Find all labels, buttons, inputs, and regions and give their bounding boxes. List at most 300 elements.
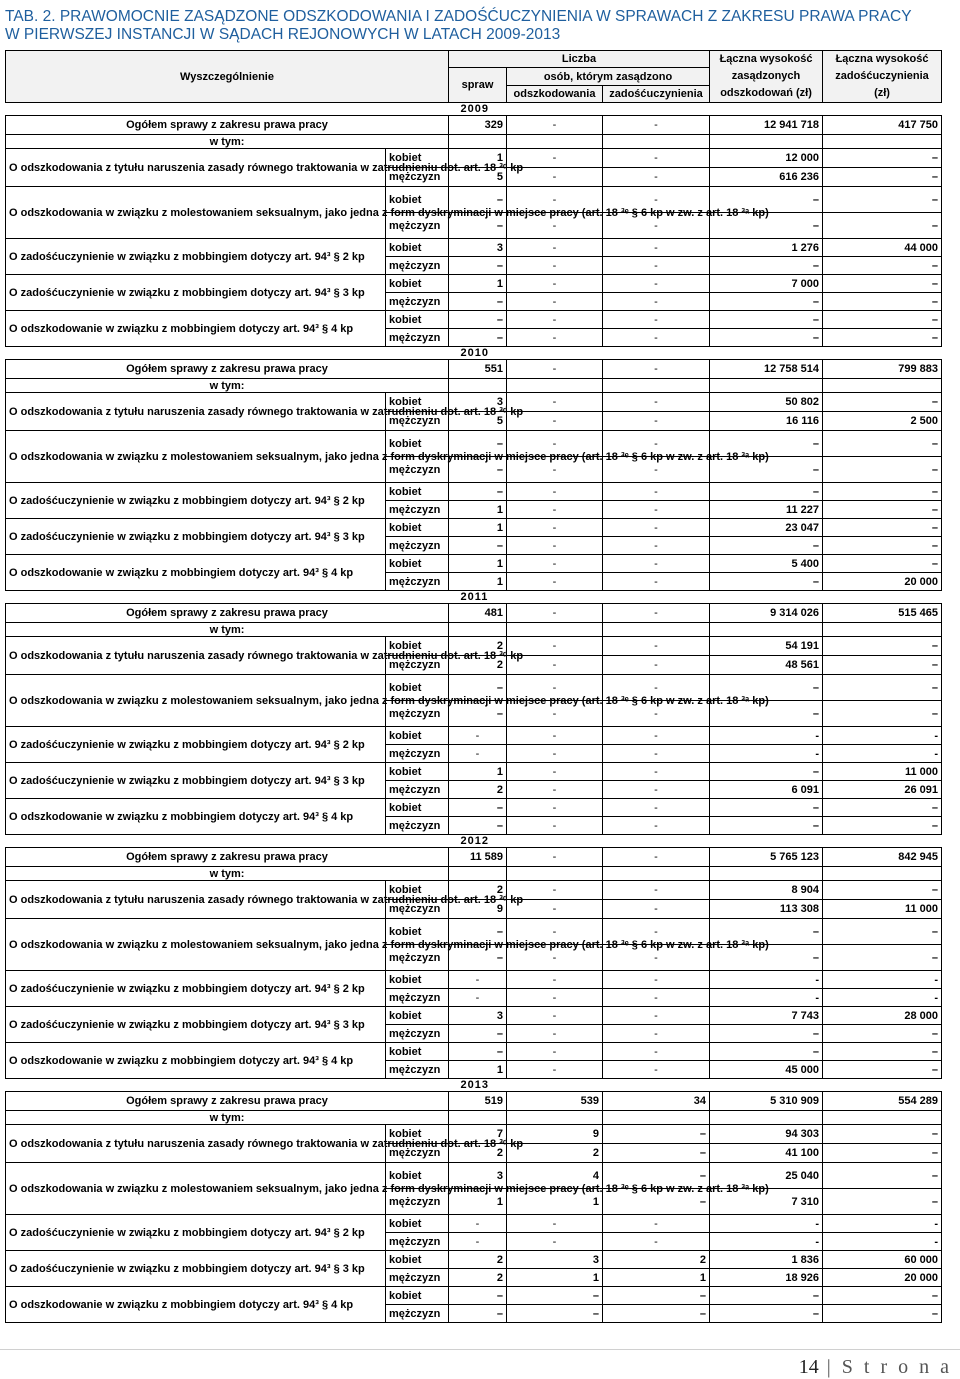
cell-osob-odszkodowania: - bbox=[507, 1043, 603, 1061]
wtym-empty bbox=[507, 623, 603, 637]
cell-laczna-odszkodowan: 1 836 bbox=[710, 1251, 823, 1269]
wtym-empty bbox=[507, 867, 603, 881]
table-row bbox=[6, 919, 942, 945]
page-number bbox=[799, 1356, 952, 1379]
cell-osob-odszkodowania: - bbox=[507, 1061, 603, 1079]
table-row bbox=[6, 275, 942, 293]
sex-mezczyzn: mężczyzn bbox=[386, 656, 449, 675]
cell-osob-zadoscuczynienia: - bbox=[603, 656, 710, 675]
total-spraw: 551 bbox=[449, 360, 507, 379]
cell-laczna-zadoscuczynienia: – bbox=[823, 168, 942, 187]
sex-mezczyzn: mężczyzn bbox=[386, 817, 449, 835]
cell-spraw: – bbox=[449, 919, 507, 945]
total-label: Ogółem sprawy z zakresu prawa pracy bbox=[6, 360, 449, 379]
cell-spraw: – bbox=[449, 1305, 507, 1323]
wtym-empty bbox=[603, 379, 710, 393]
cell-osob-zadoscuczynienia: - bbox=[603, 519, 710, 537]
cell-spraw: 2 bbox=[449, 1269, 507, 1287]
table-row bbox=[6, 393, 942, 412]
year-row-2013 bbox=[6, 1079, 942, 1092]
sex-mezczyzn: mężczyzn bbox=[386, 329, 449, 347]
category-label-3: O zadośćuczynienie w związku z mobbingiem dotyczy art. 94³ § 2 kp bbox=[6, 1215, 386, 1251]
cell-spraw: – bbox=[449, 701, 507, 727]
cell-spraw: 2 bbox=[449, 1251, 507, 1269]
cell-spraw: – bbox=[449, 213, 507, 239]
header-laczna-zad-l3: (zł) bbox=[874, 87, 890, 99]
table-row bbox=[6, 675, 942, 701]
cell-spraw: - bbox=[449, 1215, 507, 1233]
cell-laczna-odszkodowan: - bbox=[710, 1215, 823, 1233]
cell-osob-zadoscuczynienia: - bbox=[603, 431, 710, 457]
table-body bbox=[6, 51, 942, 1323]
table-row bbox=[6, 1043, 942, 1061]
category-label-5: O odszkodowanie w związku z mobbingiem dotyczy art. 94³ § 4 kp bbox=[6, 799, 386, 835]
cell-osob-zadoscuczynienia: - bbox=[603, 945, 710, 971]
total-laczna-zadoscuczynienia: 554 289 bbox=[823, 1092, 942, 1111]
wtym-empty bbox=[449, 135, 507, 149]
table-row bbox=[6, 1251, 942, 1269]
wtym-empty bbox=[823, 135, 942, 149]
cell-osob-zadoscuczynienia: - bbox=[603, 1061, 710, 1079]
table-row bbox=[6, 239, 942, 257]
cell-spraw: 9 bbox=[449, 900, 507, 919]
total-osob-zadoscuczynienia: - bbox=[603, 116, 710, 135]
category-label-2: O odszkodowania w związku z molestowaniem seksualnym, jako jedna z form dyskryminacji w miejsce pracy (art. 18 ³ᵉ § 6 kp w zw. z art. 18 ³ᵃ kp) bbox=[6, 675, 386, 727]
cell-osob-zadoscuczynienia: - bbox=[603, 168, 710, 187]
header-liczba: Liczba bbox=[449, 51, 710, 68]
cell-spraw: - bbox=[449, 727, 507, 745]
cell-osob-odszkodowania: 2 bbox=[507, 1144, 603, 1163]
wtym-label: w tym: bbox=[6, 1111, 449, 1125]
category-label-5: O odszkodowanie w związku z mobbingiem dotyczy art. 94³ § 4 kp bbox=[6, 311, 386, 347]
total-laczna-odszkodowan: 12 941 718 bbox=[710, 116, 823, 135]
sex-kobiet: kobiet bbox=[386, 763, 449, 781]
cell-spraw: – bbox=[449, 537, 507, 555]
cell-laczna-zadoscuczynienia: – bbox=[823, 1189, 942, 1215]
cell-laczna-zadoscuczynienia: – bbox=[823, 701, 942, 727]
cell-osob-odszkodowania: - bbox=[507, 431, 603, 457]
cell-osob-odszkodowania: - bbox=[507, 537, 603, 555]
sex-kobiet: kobiet bbox=[386, 1215, 449, 1233]
total-laczna-zadoscuczynienia: 417 750 bbox=[823, 116, 942, 135]
table-row bbox=[6, 311, 942, 329]
cell-osob-zadoscuczynienia: – bbox=[603, 1287, 710, 1305]
year-label: 2011 bbox=[6, 591, 942, 604]
cell-laczna-zadoscuczynienia: – bbox=[823, 257, 942, 275]
cell-laczna-odszkodowan: – bbox=[710, 799, 823, 817]
table-row bbox=[6, 727, 942, 745]
total-osob-zadoscuczynienia: - bbox=[603, 604, 710, 623]
cell-laczna-zadoscuczynienia: – bbox=[823, 1125, 942, 1144]
sex-mezczyzn: mężczyzn bbox=[386, 293, 449, 311]
cell-laczna-zadoscuczynienia: - bbox=[823, 1215, 942, 1233]
cell-osob-odszkodowania: - bbox=[507, 781, 603, 799]
cell-spraw: - bbox=[449, 989, 507, 1007]
cell-spraw: - bbox=[449, 1233, 507, 1251]
cell-osob-zadoscuczynienia: - bbox=[603, 483, 710, 501]
cell-laczna-odszkodowan: 94 303 bbox=[710, 1125, 823, 1144]
cell-osob-odszkodowania: - bbox=[507, 293, 603, 311]
table-row bbox=[6, 971, 942, 989]
cell-laczna-odszkodowan: 5 400 bbox=[710, 555, 823, 573]
cell-spraw: 2 bbox=[449, 656, 507, 675]
cell-osob-odszkodowania: - bbox=[507, 187, 603, 213]
cell-spraw: - bbox=[449, 971, 507, 989]
category-label-1: O odszkodowania z tytułu naruszenia zasady równego traktowania w zatrudnieniu dot. art. 18 ³ᵈ kp bbox=[6, 1125, 386, 1163]
total-laczna-odszkodowan: 5 765 123 bbox=[710, 848, 823, 867]
cell-laczna-zadoscuczynienia: 44 000 bbox=[823, 239, 942, 257]
category-label-3: O zadośćuczynienie w związku z mobbingiem dotyczy art. 94³ § 2 kp bbox=[6, 727, 386, 763]
cell-osob-odszkodowania: - bbox=[507, 656, 603, 675]
cell-osob-zadoscuczynienia: - bbox=[603, 971, 710, 989]
cell-laczna-zadoscuczynienia: – bbox=[823, 881, 942, 900]
cell-spraw: – bbox=[449, 1287, 507, 1305]
sex-mezczyzn: mężczyzn bbox=[386, 781, 449, 799]
year-row-2010 bbox=[6, 347, 942, 360]
cell-laczna-zadoscuczynienia: – bbox=[823, 675, 942, 701]
cell-laczna-zadoscuczynienia: – bbox=[823, 1043, 942, 1061]
cell-osob-odszkodowania: - bbox=[507, 701, 603, 727]
cell-laczna-zadoscuczynienia: - bbox=[823, 971, 942, 989]
cell-osob-odszkodowania: - bbox=[507, 239, 603, 257]
cell-spraw: 1 bbox=[449, 1189, 507, 1215]
table-row bbox=[6, 1215, 942, 1233]
wtym-empty bbox=[710, 1111, 823, 1125]
cell-laczna-odszkodowan: 7 000 bbox=[710, 275, 823, 293]
cell-spraw: 1 bbox=[449, 519, 507, 537]
cell-laczna-odszkodowan: 54 191 bbox=[710, 637, 823, 656]
cell-laczna-zadoscuczynienia: – bbox=[823, 457, 942, 483]
cell-laczna-zadoscuczynienia: – bbox=[823, 187, 942, 213]
wtym-label: w tym: bbox=[6, 379, 449, 393]
cell-laczna-odszkodowan: – bbox=[710, 213, 823, 239]
cell-laczna-zadoscuczynienia: - bbox=[823, 727, 942, 745]
cell-osob-zadoscuczynienia: - bbox=[603, 781, 710, 799]
cell-osob-zadoscuczynienia: – bbox=[603, 1163, 710, 1189]
cell-spraw: 1 bbox=[449, 501, 507, 519]
title-line-1: TAB. 2. PRAWOMOCNIE ZASĄDZONE ODSZKODOWANIA I ZADOŚĆUCZYNIENIA W SPRAWACH Z ZAKRESU PRAWA PRACY bbox=[5, 8, 912, 25]
sex-mezczyzn: mężczyzn bbox=[386, 1305, 449, 1323]
cell-spraw: – bbox=[449, 945, 507, 971]
sex-kobiet: kobiet bbox=[386, 675, 449, 701]
cell-osob-odszkodowania: - bbox=[507, 1025, 603, 1043]
cell-laczna-zadoscuczynienia: – bbox=[823, 311, 942, 329]
wtym-empty bbox=[710, 623, 823, 637]
sex-kobiet: kobiet bbox=[386, 637, 449, 656]
total-osob-odszkodowania: - bbox=[507, 848, 603, 867]
cell-laczna-odszkodowan: – bbox=[710, 1025, 823, 1043]
wtym-empty bbox=[823, 623, 942, 637]
cell-spraw: – bbox=[449, 817, 507, 835]
total-osob-odszkodowania: 539 bbox=[507, 1092, 603, 1111]
category-label-5: O odszkodowanie w związku z mobbingiem dotyczy art. 94³ § 4 kp bbox=[6, 1043, 386, 1079]
cell-laczna-odszkodowan: - bbox=[710, 745, 823, 763]
sex-mezczyzn: mężczyzn bbox=[386, 537, 449, 555]
total-osob-zadoscuczynienia: 34 bbox=[603, 1092, 710, 1111]
cell-osob-zadoscuczynienia: - bbox=[603, 637, 710, 656]
cell-spraw: – bbox=[449, 329, 507, 347]
cell-osob-odszkodowania: 1 bbox=[507, 1189, 603, 1215]
cell-osob-zadoscuczynienia: - bbox=[603, 989, 710, 1007]
cell-laczna-odszkodowan: – bbox=[710, 293, 823, 311]
wtym-empty bbox=[823, 1111, 942, 1125]
cell-laczna-odszkodowan: – bbox=[710, 311, 823, 329]
wtym-empty bbox=[449, 623, 507, 637]
cell-laczna-zadoscuczynienia: – bbox=[823, 1061, 942, 1079]
cell-osob-odszkodowania: - bbox=[507, 1007, 603, 1025]
total-spraw: 481 bbox=[449, 604, 507, 623]
header-wyszczegolnienie: Wyszczególnienie bbox=[6, 51, 449, 103]
cell-laczna-zadoscuczynienia: – bbox=[823, 656, 942, 675]
cell-laczna-odszkodowan: 50 802 bbox=[710, 393, 823, 412]
total-osob-zadoscuczynienia: - bbox=[603, 360, 710, 379]
total-row bbox=[6, 848, 942, 867]
table-row bbox=[6, 483, 942, 501]
cell-laczna-odszkodowan: – bbox=[710, 329, 823, 347]
cell-osob-odszkodowania: - bbox=[507, 311, 603, 329]
category-label-2: O odszkodowania w związku z molestowaniem seksualnym, jako jedna z form dyskryminacji w miejsce pracy (art. 18 ³ᵉ § 6 kp w zw. z art. 18 ³ᵃ kp) bbox=[6, 187, 386, 239]
cell-osob-odszkodowania: - bbox=[507, 213, 603, 239]
cell-osob-zadoscuczynienia: 1 bbox=[603, 1269, 710, 1287]
total-osob-zadoscuczynienia: - bbox=[603, 848, 710, 867]
total-laczna-zadoscuczynienia: 799 883 bbox=[823, 360, 942, 379]
cell-laczna-zadoscuczynienia: 26 091 bbox=[823, 781, 942, 799]
cell-osob-odszkodowania: 3 bbox=[507, 1251, 603, 1269]
cell-laczna-odszkodowan: – bbox=[710, 257, 823, 275]
cell-osob-zadoscuczynienia: 2 bbox=[603, 1251, 710, 1269]
cell-laczna-zadoscuczynienia: 2 500 bbox=[823, 412, 942, 431]
cell-osob-zadoscuczynienia: - bbox=[603, 239, 710, 257]
sex-mezczyzn: mężczyzn bbox=[386, 573, 449, 591]
cell-osob-odszkodowania: - bbox=[507, 881, 603, 900]
sex-kobiet: kobiet bbox=[386, 519, 449, 537]
sex-mezczyzn: mężczyzn bbox=[386, 701, 449, 727]
header-spraw: spraw bbox=[449, 68, 507, 103]
header-osob: osób, którym zasądzono bbox=[507, 68, 710, 86]
table-row bbox=[6, 187, 942, 213]
wtym-empty bbox=[710, 867, 823, 881]
table-row bbox=[6, 1287, 942, 1305]
cell-laczna-odszkodowan: – bbox=[710, 1305, 823, 1323]
sex-kobiet: kobiet bbox=[386, 1163, 449, 1189]
cell-osob-odszkodowania: - bbox=[507, 971, 603, 989]
sex-kobiet: kobiet bbox=[386, 239, 449, 257]
cell-osob-odszkodowania: - bbox=[507, 1233, 603, 1251]
wtym-empty bbox=[507, 135, 603, 149]
cell-osob-odszkodowania: - bbox=[507, 727, 603, 745]
cell-laczna-odszkodowan: 11 227 bbox=[710, 501, 823, 519]
total-row bbox=[6, 604, 942, 623]
cell-osob-odszkodowania: 9 bbox=[507, 1125, 603, 1144]
year-label: 2010 bbox=[6, 347, 942, 360]
cell-osob-zadoscuczynienia: - bbox=[603, 919, 710, 945]
category-label-2: O odszkodowania w związku z molestowaniem seksualnym, jako jedna z form dyskryminacji w miejsce pracy (art. 18 ³ᵉ § 6 kp w zw. z art. 18 ³ᵃ kp) bbox=[6, 1163, 386, 1215]
cell-osob-zadoscuczynienia: - bbox=[603, 900, 710, 919]
cell-laczna-odszkodowan: 12 000 bbox=[710, 149, 823, 168]
category-label-5: O odszkodowanie w związku z mobbingiem dotyczy art. 94³ § 4 kp bbox=[6, 555, 386, 591]
cell-spraw: 3 bbox=[449, 1007, 507, 1025]
cell-laczna-odszkodowan: – bbox=[710, 1043, 823, 1061]
compensation-table bbox=[5, 50, 942, 1323]
category-label-4: O zadośćuczynienie w związku z mobbingiem dotyczy art. 94³ § 3 kp bbox=[6, 763, 386, 799]
cell-laczna-odszkodowan: 7 310 bbox=[710, 1189, 823, 1215]
cell-osob-odszkodowania: - bbox=[507, 483, 603, 501]
sex-mezczyzn: mężczyzn bbox=[386, 1189, 449, 1215]
cell-laczna-zadoscuczynienia: – bbox=[823, 293, 942, 311]
total-row bbox=[6, 360, 942, 379]
table-row bbox=[6, 519, 942, 537]
cell-laczna-odszkodowan: – bbox=[710, 763, 823, 781]
cell-osob-zadoscuczynienia: - bbox=[603, 1043, 710, 1061]
cell-osob-zadoscuczynienia: - bbox=[603, 745, 710, 763]
category-label-3: O zadośćuczynienie w związku z mobbingiem dotyczy art. 94³ § 2 kp bbox=[6, 971, 386, 1007]
sex-kobiet: kobiet bbox=[386, 187, 449, 213]
table-row bbox=[6, 431, 942, 457]
cell-laczna-odszkodowan: – bbox=[710, 573, 823, 591]
sex-mezczyzn: mężczyzn bbox=[386, 168, 449, 187]
header-odszkodowania: odszkodowania bbox=[507, 86, 603, 103]
cell-osob-zadoscuczynienia: – bbox=[603, 1144, 710, 1163]
cell-osob-zadoscuczynienia: - bbox=[603, 1007, 710, 1025]
wtym-empty bbox=[507, 1111, 603, 1125]
total-laczna-odszkodowan: 12 758 514 bbox=[710, 360, 823, 379]
cell-osob-zadoscuczynienia: - bbox=[603, 701, 710, 727]
cell-osob-odszkodowania: - bbox=[507, 329, 603, 347]
cell-spraw: – bbox=[449, 293, 507, 311]
sex-kobiet: kobiet bbox=[386, 1287, 449, 1305]
header-laczna-odsz-l1: Łączna wysokość bbox=[719, 53, 813, 65]
cell-osob-odszkodowania: - bbox=[507, 745, 603, 763]
cell-laczna-zadoscuczynienia: 20 000 bbox=[823, 573, 942, 591]
sex-mezczyzn: mężczyzn bbox=[386, 945, 449, 971]
sex-kobiet: kobiet bbox=[386, 393, 449, 412]
cell-laczna-zadoscuczynienia: - bbox=[823, 745, 942, 763]
cell-laczna-odszkodowan: 45 000 bbox=[710, 1061, 823, 1079]
category-label-4: O zadośćuczynienie w związku z mobbingiem dotyczy art. 94³ § 3 kp bbox=[6, 1251, 386, 1287]
total-label: Ogółem sprawy z zakresu prawa pracy bbox=[6, 848, 449, 867]
cell-laczna-zadoscuczynienia: - bbox=[823, 989, 942, 1007]
year-row-2009 bbox=[6, 103, 942, 116]
year-row-2012 bbox=[6, 835, 942, 848]
sex-mezczyzn: mężczyzn bbox=[386, 412, 449, 431]
cell-osob-zadoscuczynienia: - bbox=[603, 257, 710, 275]
sex-kobiet: kobiet bbox=[386, 311, 449, 329]
cell-spraw: 5 bbox=[449, 412, 507, 431]
cell-laczna-odszkodowan: – bbox=[710, 817, 823, 835]
cell-osob-zadoscuczynienia: - bbox=[603, 501, 710, 519]
cell-osob-zadoscuczynienia: - bbox=[603, 393, 710, 412]
cell-spraw: 2 bbox=[449, 1144, 507, 1163]
wtym-empty bbox=[710, 135, 823, 149]
cell-laczna-zadoscuczynienia: – bbox=[823, 501, 942, 519]
sex-kobiet: kobiet bbox=[386, 971, 449, 989]
cell-osob-zadoscuczynienia: - bbox=[603, 293, 710, 311]
cell-spraw: – bbox=[449, 483, 507, 501]
category-label-3: O zadośćuczynienie w związku z mobbingiem dotyczy art. 94³ § 2 kp bbox=[6, 239, 386, 275]
wtym-row bbox=[6, 135, 942, 149]
cell-osob-odszkodowania: - bbox=[507, 501, 603, 519]
total-osob-odszkodowania: - bbox=[507, 604, 603, 623]
cell-laczna-zadoscuczynienia: – bbox=[823, 817, 942, 835]
sex-mezczyzn: mężczyzn bbox=[386, 989, 449, 1007]
cell-osob-odszkodowania: - bbox=[507, 817, 603, 835]
cell-laczna-odszkodowan: – bbox=[710, 537, 823, 555]
sex-kobiet: kobiet bbox=[386, 149, 449, 168]
total-spraw: 11 589 bbox=[449, 848, 507, 867]
total-row bbox=[6, 116, 942, 135]
cell-osob-odszkodowania: - bbox=[507, 900, 603, 919]
category-label-4: O zadośćuczynienie w związku z mobbingiem dotyczy art. 94³ § 3 kp bbox=[6, 275, 386, 311]
category-label-1: O odszkodowania z tytułu naruszenia zasady równego traktowania w zatrudnieniu dot. art. 18 ³ᵈ kp bbox=[6, 881, 386, 919]
cell-osob-zadoscuczynienia: - bbox=[603, 1025, 710, 1043]
sex-kobiet: kobiet bbox=[386, 1043, 449, 1061]
cell-spraw: 2 bbox=[449, 881, 507, 900]
cell-osob-zadoscuczynienia: – bbox=[603, 1305, 710, 1323]
sex-mezczyzn: mężczyzn bbox=[386, 457, 449, 483]
sex-mezczyzn: mężczyzn bbox=[386, 257, 449, 275]
cell-laczna-zadoscuczynienia: – bbox=[823, 799, 942, 817]
sex-kobiet: kobiet bbox=[386, 555, 449, 573]
footer-divider bbox=[0, 1349, 960, 1350]
wtym-empty bbox=[507, 379, 603, 393]
cell-osob-zadoscuczynienia: - bbox=[603, 412, 710, 431]
sex-mezczyzn: mężczyzn bbox=[386, 1144, 449, 1163]
cell-laczna-zadoscuczynienia: 60 000 bbox=[823, 1251, 942, 1269]
cell-osob-zadoscuczynienia: - bbox=[603, 275, 710, 293]
total-label: Ogółem sprawy z zakresu prawa pracy bbox=[6, 116, 449, 135]
cell-laczna-odszkodowan: 616 236 bbox=[710, 168, 823, 187]
cell-spraw: 1 bbox=[449, 275, 507, 293]
cell-osob-odszkodowania: - bbox=[507, 457, 603, 483]
sex-kobiet: kobiet bbox=[386, 275, 449, 293]
cell-osob-zadoscuczynienia: - bbox=[603, 573, 710, 591]
wtym-label: w tym: bbox=[6, 135, 449, 149]
cell-spraw: – bbox=[449, 1043, 507, 1061]
cell-osob-zadoscuczynienia: - bbox=[603, 727, 710, 745]
cell-osob-odszkodowania: - bbox=[507, 275, 603, 293]
header-zadoscuczynienia: zadośćuczynienia bbox=[603, 86, 710, 103]
cell-laczna-odszkodowan: 48 561 bbox=[710, 656, 823, 675]
cell-spraw: 1 bbox=[449, 763, 507, 781]
table-row bbox=[6, 763, 942, 781]
cell-spraw: – bbox=[449, 187, 507, 213]
total-laczna-odszkodowan: 5 310 909 bbox=[710, 1092, 823, 1111]
cell-osob-zadoscuczynienia: - bbox=[603, 675, 710, 701]
cell-laczna-zadoscuczynienia: – bbox=[823, 329, 942, 347]
sex-kobiet: kobiet bbox=[386, 1251, 449, 1269]
header-laczna-zad-l1: Łączna wysokość bbox=[835, 53, 929, 65]
cell-laczna-zadoscuczynienia: – bbox=[823, 275, 942, 293]
cell-osob-zadoscuczynienia: - bbox=[603, 149, 710, 168]
cell-laczna-odszkodowan: 41 100 bbox=[710, 1144, 823, 1163]
cell-laczna-odszkodowan: – bbox=[710, 945, 823, 971]
cell-laczna-zadoscuczynienia: – bbox=[823, 919, 942, 945]
cell-osob-zadoscuczynienia: - bbox=[603, 311, 710, 329]
cell-osob-zadoscuczynienia: - bbox=[603, 1233, 710, 1251]
header-laczna-odsz-l3: odszkodowań (zł) bbox=[720, 87, 812, 99]
cell-spraw: – bbox=[449, 1025, 507, 1043]
cell-laczna-zadoscuczynienia: – bbox=[823, 519, 942, 537]
sex-mezczyzn: mężczyzn bbox=[386, 1269, 449, 1287]
cell-osob-odszkodowania: 4 bbox=[507, 1163, 603, 1189]
total-osob-odszkodowania: - bbox=[507, 116, 603, 135]
cell-laczna-odszkodowan: 18 926 bbox=[710, 1269, 823, 1287]
cell-spraw: – bbox=[449, 431, 507, 457]
cell-osob-zadoscuczynienia: - bbox=[603, 187, 710, 213]
cell-spraw: – bbox=[449, 799, 507, 817]
cell-osob-zadoscuczynienia: - bbox=[603, 329, 710, 347]
cell-osob-odszkodowania: - bbox=[507, 989, 603, 1007]
